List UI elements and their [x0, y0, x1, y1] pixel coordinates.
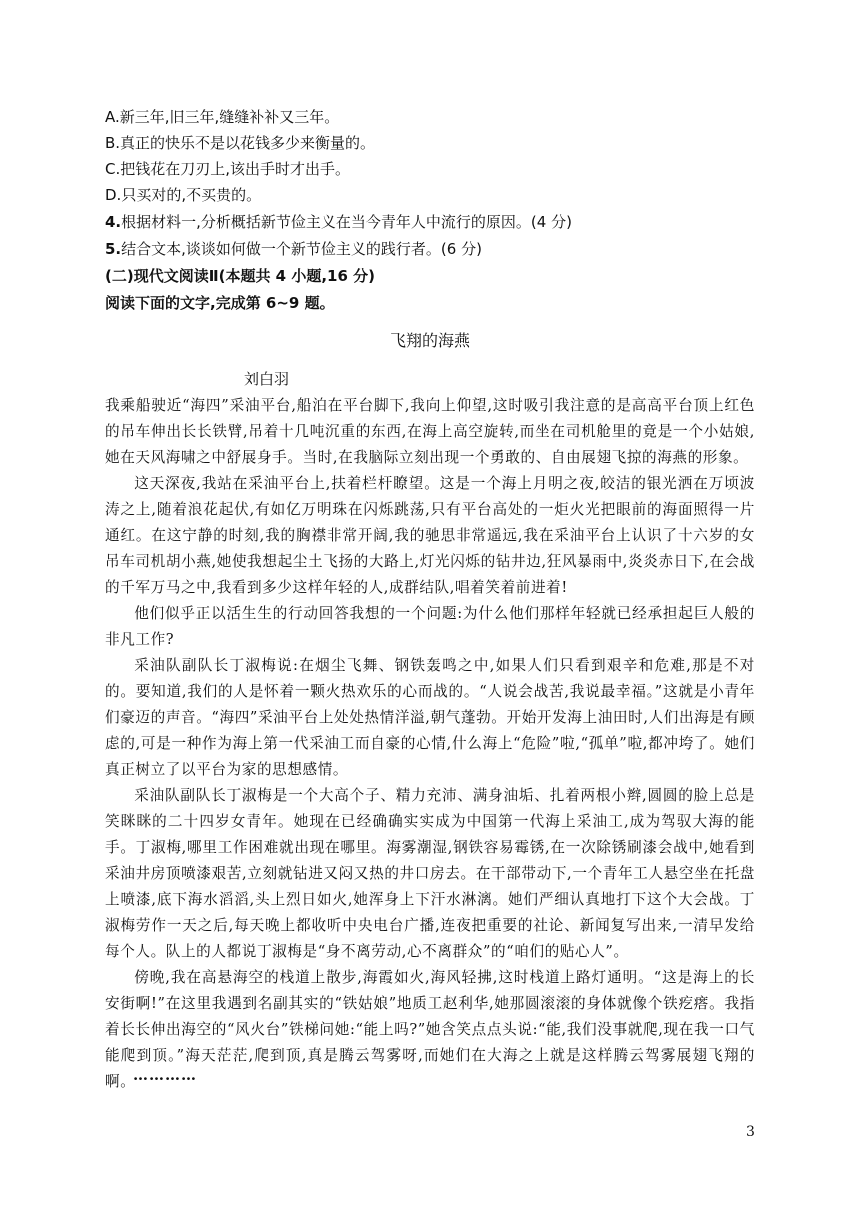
section-heading: (二)现代文阅读Ⅱ(本题共 4 小题,16 分): [105, 267, 375, 285]
article-paragraph: 采油队副队长丁淑梅说:在烟尘飞舞、钢铁轰鸣之中,如果人们只看到艰辛和危难,那是不对的。要知道,我们的人是怀着一颗火热欢乐的心而战的。“人说会战苦,我说最幸福。”这就是小青年们豪迈的声音。“海四”采油平台上处处热情洋溢,朝气蓬勃。开始开发海上油田时,人们出海是有顾虑的,可是一种作为海上第一代采油工而自豪的心情,什么海上“危险”啦,“孤单”啦,都冲垮了。她们真正树立了以平台为家的思想感情。: [105, 657, 755, 778]
article-paragraph: 我乘船驶近“海四”采油平台,船泊在平台脚下,我向上仰望,这时吸引我注意的是高高平台顶上红色的吊车伸出长长铁臂,吊着十几吨沉重的东西,在海上高空旋转,而坐在司机舱里的竟是一个小姑娘,她在天风海啸之中舒展身手。当时,在我脑际立刻出现一个勇敢的、自由展翅飞掠的海燕的形象。: [105, 397, 755, 466]
article-author: 刘白羽: [244, 370, 290, 388]
question-4-number: 4.: [105, 213, 122, 231]
option-b: B.真正的快乐不是以花钱多少来衡量的。: [105, 134, 376, 152]
article-title: 飞翔的海燕: [389, 331, 470, 350]
question-5-number: 5.: [105, 240, 122, 258]
article-paragraph: 他们似乎正以活生生的行动回答我想的一个问题:为什么他们那样年轻就已经承担起巨人般的非凡工作?: [105, 605, 755, 648]
article-paragraph: 采油队副队长丁淑梅是一个大高个子、精力充沛、满身油垢、扎着两根小辫,圆圆的脸上总是笑眯眯的二十四岁女青年。她现在已经确确实实成为中国第一代海上采油工,成为驾驭大海的能手。丁淑梅,哪里工作困难就出现在哪里。海雾潮湿,钢铁容易霉锈,在一次除锈刷漆会战中,她看到采油井房顶喷漆艰苦,立刻就钻进又闷又热的井口房去。在干部带动下,一个青年工人悬空坐在托盘上喷漆,底下海水滔滔,头上烈日如火,她浑身上下汗水淋漓。她们严细认真地打下这个大会战。丁淑梅劳作一天之后,每天晚上都收听中央电台广播,连夜把重要的社论、新闻复写出来,一清早发给每个人。队上的人都说丁淑梅是“身不离劳动,心不离群众”的“咱们的贴心人”。: [105, 787, 755, 960]
reading-instruction: 阅读下面的文字,完成第 6~9 题。: [105, 294, 335, 312]
article-paragraph: 傍晚,我在高悬海空的栈道上散步,海霞如火,海风轻拂,这时栈道上路灯通明。“这是海上的长安街啊!”在这里我遇到名副其实的“铁姑娘”地质工赵利华,她那圆滚滚的身体就像个铁疙瘩。我指着长长伸出海空的“风火台”铁梯问她:“能上吗?”她含笑点点头说:“能,我们没事就爬,现在我一口气能爬到顶。”海天茫茫,爬到顶,真是腾云驾雾呀,而她们在大海之上就是这样腾云驾雾展翅飞翔的啊。: [105, 969, 755, 1090]
page-number: 3: [746, 1124, 755, 1140]
article-paragraph: 这天深夜,我站在采油平台上,扶着栏杆瞭望。这是一个海上月明之夜,皎洁的银光洒在万顷波涛之上,随着浪花起伏,有如亿万明珠在闪烁跳荡,只有平台高处的一炬火光把眼前的海面照得一片通红。在这宁静的时刻,我的胸襟非常开阔,我的驰思非常遥远,我在采油平台上认识了十六岁的女吊车司机胡小燕,她使我想起尘土飞扬的大路上,灯光闪烁的钻井边,狂风暴雨中,炎炎赤日下,在会战的千军万马之中,我看到多少这样年轻的人,成群结队,唱着笑着前进着!: [105, 475, 755, 596]
option-c: C.把钱花在刀刃上,该出手时才出手。: [105, 160, 351, 178]
question-5-text: 结合文本,谈谈如何做一个新节俭主义的践行者。(6 分): [121, 240, 482, 258]
question-4-text: 根据材料一,分析概括新节俭主义在当今青年人中流行的原因。(4 分): [121, 213, 572, 231]
option-a: A.新三年,旧三年,缝缝补补又三年。: [105, 108, 340, 126]
article-body: [105, 393, 755, 1095]
article-ellipsis: …………: [133, 1066, 197, 1084]
question-4: [105, 211, 572, 233]
option-d: D.只买对的,不买贵的。: [105, 186, 262, 204]
question-5: [105, 238, 482, 260]
